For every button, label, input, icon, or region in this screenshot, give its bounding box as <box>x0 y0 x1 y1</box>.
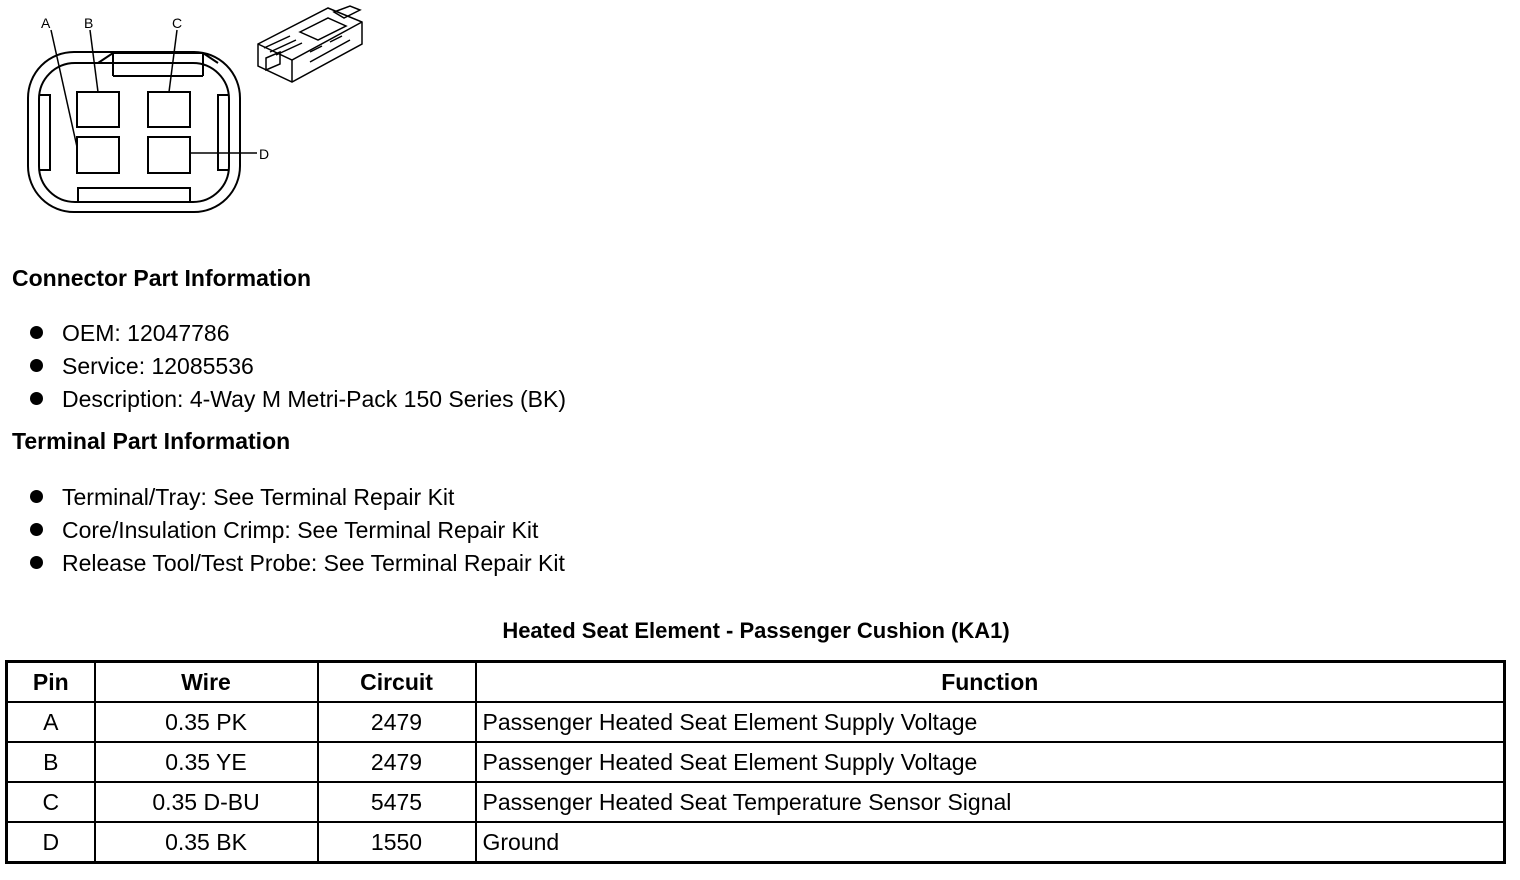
cell-wire: 0.35 YE <box>95 742 318 782</box>
header-pin: Pin <box>7 662 95 703</box>
cell-pin: A <box>7 702 95 742</box>
cell-function: Ground <box>476 822 1505 863</box>
table-row <box>7 822 1505 863</box>
bullet-icon <box>30 392 43 405</box>
table-title: Heated Seat Element - Passenger Cushion (KA1) <box>502 618 1010 643</box>
list-item-text: Service: 12085536 <box>62 353 254 379</box>
list-item-text: OEM: 12047786 <box>62 320 230 346</box>
list-item <box>28 517 565 550</box>
list-item-text: Release Tool/Test Probe: See Terminal Repair Kit <box>62 550 565 576</box>
bullet-icon <box>30 490 43 503</box>
cell-wire: 0.35 BK <box>95 822 318 863</box>
bullet-icon <box>30 359 43 372</box>
list-item-text: Description: 4-Way M Metri-Pack 150 Series (BK) <box>62 386 567 412</box>
header-circuit: Circuit <box>318 662 476 703</box>
cell-pin: D <box>7 822 95 863</box>
pin-label-d: D <box>259 146 270 162</box>
header-wire: Wire <box>95 662 318 703</box>
cell-circuit: 5475 <box>318 782 476 822</box>
bullet-icon <box>30 556 43 569</box>
list-item-text: Core/Insulation Crimp: See Terminal Repair Kit <box>62 517 539 543</box>
list-item <box>28 550 565 583</box>
pin-label-b: B <box>84 15 94 31</box>
cell-wire: 0.35 D-BU <box>95 782 318 822</box>
connector-3d-illustration <box>250 0 370 92</box>
pin-label-c: C <box>172 15 183 31</box>
bullet-icon <box>30 523 43 536</box>
cell-function: Passenger Heated Seat Element Supply Voltage <box>476 742 1505 782</box>
cell-pin: B <box>7 742 95 782</box>
list-item <box>28 386 566 419</box>
cell-pin: C <box>7 782 95 822</box>
terminal-part-info-heading: Terminal Part Information <box>12 428 291 454</box>
pin-label-a: A <box>41 15 51 31</box>
connector-part-info-list <box>28 320 566 419</box>
cell-circuit: 1550 <box>318 822 476 863</box>
table-header-row <box>7 662 1505 703</box>
cell-wire: 0.35 PK <box>95 702 318 742</box>
list-item <box>28 320 566 353</box>
pinout-table <box>5 660 1506 864</box>
cell-function: Passenger Heated Seat Temperature Sensor Signal <box>476 782 1505 822</box>
header-function: Function <box>476 662 1505 703</box>
bullet-icon <box>30 326 43 339</box>
cell-function: Passenger Heated Seat Element Supply Voltage <box>476 702 1505 742</box>
list-item <box>28 353 566 386</box>
terminal-part-info-list <box>28 484 565 583</box>
cell-circuit: 2479 <box>318 742 476 782</box>
cell-circuit: 2479 <box>318 702 476 742</box>
table-row <box>7 742 1505 782</box>
connector-face-diagram <box>0 0 290 220</box>
list-item-text: Terminal/Tray: See Terminal Repair Kit <box>62 484 455 510</box>
connector-part-info-heading: Connector Part Information <box>12 265 312 291</box>
table-row <box>7 782 1505 822</box>
list-item <box>28 484 565 517</box>
table-row <box>7 702 1505 742</box>
